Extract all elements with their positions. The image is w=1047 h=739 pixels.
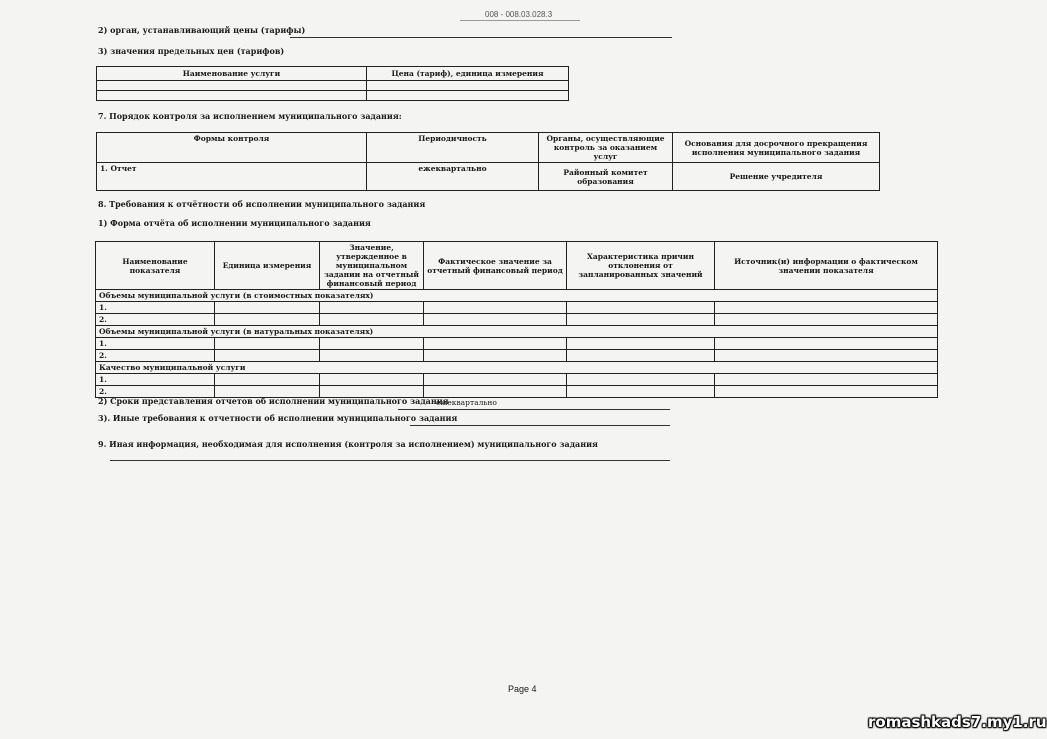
report-form-table — [95, 241, 938, 398]
control-header-forms: Формы контроля — [97, 133, 367, 163]
header-underline — [460, 20, 580, 21]
control-procedure-title: 7. Порядок контроля за исполнением муниципального задания: — [98, 111, 402, 121]
report-header-unit: Единица измерения — [215, 242, 320, 290]
site-watermark: romashkads7.my1.ru — [868, 713, 1047, 731]
report-group-title: Качество муниципальной услуги — [96, 362, 938, 374]
report-group-title: Объемы муниципальной услуги (в натуральных показателях) — [96, 326, 938, 338]
report-row-number: 1. — [96, 302, 215, 314]
control-header-grounds: Основания для досрочного прекращения исполнения муниципального задания — [673, 133, 880, 163]
report-row-number: 2. — [96, 350, 215, 362]
report-header-approved: Значение, утвержденное в муниципальном задании на отчетный финансовый период — [320, 242, 424, 290]
report-group-title: Объемы муниципальной услуги (в стоимостных показателях) — [96, 290, 938, 302]
other-requirements-label: 3). Иные требования к отчетности об исполнении муниципального задания — [98, 413, 458, 423]
control-table — [96, 132, 880, 191]
control-form-value: 1. Отчет — [97, 163, 367, 191]
report-header-indicator: Наименование показателя — [96, 242, 215, 290]
price-authority-line — [290, 37, 672, 38]
price-limits-table — [96, 66, 569, 101]
page-number: Page 4 — [508, 684, 537, 694]
document-code: 008 - 008.03.028.3 — [485, 10, 553, 19]
price-limits-header-service: Наименование услуги — [97, 67, 367, 81]
other-info-line — [110, 460, 670, 461]
price-limits-label: 3) значения предельных цен (тарифов) — [98, 46, 285, 56]
price-authority-label: 2) орган, устанавливающий цены (тарифы) — [98, 25, 306, 35]
other-info-title: 9. Иная информация, необходимая для исполнения (контроля за исполнением) муниципального задания — [98, 439, 598, 449]
report-deadline-value: ежеквартально — [436, 398, 497, 407]
control-grounds-value: Решение учредителя — [673, 163, 880, 191]
other-requirements-line — [410, 425, 670, 426]
report-header-source: Источник(и) информации о фактическом значении показателя — [715, 242, 938, 290]
reporting-requirements-title: 8. Требования к отчётности об исполнении муниципального задания — [98, 199, 426, 209]
control-bodies-value: Районный комитет образования — [539, 163, 673, 191]
report-row-number: 1. — [96, 338, 215, 350]
report-row-number: 2. — [96, 386, 215, 398]
report-deadline-line — [398, 409, 670, 410]
price-limits-header-price: Цена (тариф), единица измерения — [367, 67, 569, 81]
report-row-number: 1. — [96, 374, 215, 386]
control-periodicity-value: ежеквартально — [367, 163, 539, 191]
control-header-bodies: Органы, осуществляющие контроль за оказанием услуг — [539, 133, 673, 163]
report-header-actual: Фактическое значение за отчетный финансовый период — [424, 242, 567, 290]
report-row-number: 2. — [96, 314, 215, 326]
control-header-periodicity: Периодичность — [367, 133, 539, 163]
report-form-label: 1) Форма отчёта об исполнении муниципального задания — [98, 218, 371, 228]
report-deadline-label: 2) Сроки представления отчетов об исполнении муниципального задания — [98, 396, 449, 406]
report-header-deviation: Характеристика причин отклонения от запланированных значений — [567, 242, 715, 290]
